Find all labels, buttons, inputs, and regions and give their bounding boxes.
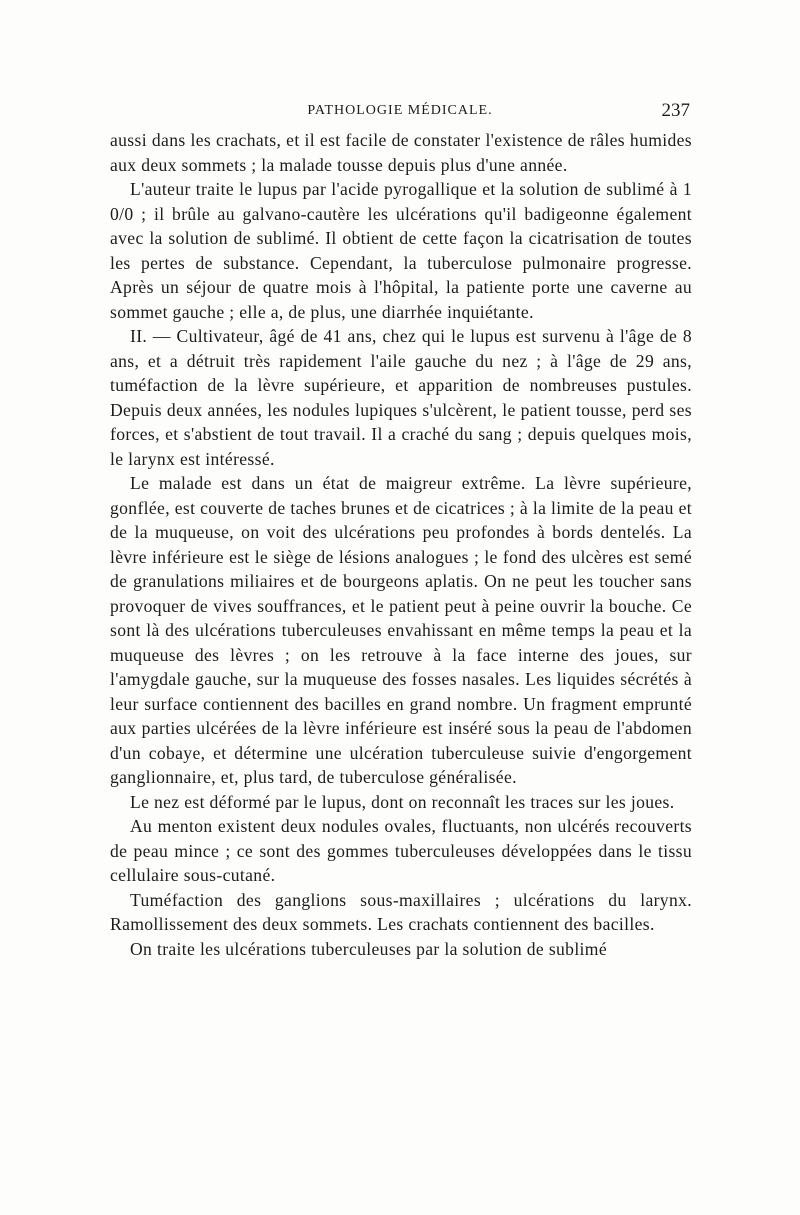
paragraph-continuation: aussi dans les crachats, et il est facile de constater l'existence de râles humides aux deux sommets ; la malade tousse depuis plus d'une année.: [110, 130, 692, 175]
paragraph-final: On traite les ulcérations tuberculeuses par la solution de sublimé: [130, 938, 607, 959]
body-text: [110, 128, 692, 961]
paragraph-nose: Le nez est déformé par le lupus, dont on reconnaît les traces sur les joues.: [130, 791, 675, 812]
running-title: PATHOLOGIE MÉDICALE.: [307, 103, 493, 118]
paragraph-chin: Au menton existent deux nodules ovales, fluctuants, non ulcérés recouverts de peau mince ; ce sont des gommes tuberculeuses développées dans le tissu cellulaire sous-cutané.: [110, 816, 692, 885]
paragraph-condition: Le malade est dans un état de maigreur extrême. La lèvre supérieure, gonflée, est couverte de taches brunes et de cicatrices ; à la limite de la peau et de la muqueuse, on voit des ulcérations peu profondes à bords dentelés. La lèvre inférieure est le siège de lésions analogues ; le fond des ulcères est semé de granulations miliaires et de bourgeons aplatis. On ne peut les toucher sans provoquer de vives souffrances, et le patient peut à peine ouvrir la bouche. Ce sont là des ulcérations tuberculeuses envahissant en même temps la peau et la muqueuse des lèvres ; on les retrouve à la face interne des joues, sur l'amygdale gauche, sur la muqueuse des fosses nasales. Les liquides sécrétés à leur surface contiennent des bacilles en grand nombre. Un fragment emprunté aux parties ulcérées de la lèvre inférieure est inséré sous la peau de l'abdomen d'un cobaye, et détermine une ulcération tuberculeuse suivie d'engorgement ganglionnaire, et, plus tard, de tuberculose généralisée.: [110, 473, 692, 787]
paragraph-treatment: L'auteur traite le lupus par l'acide pyrogallique et la solution de sublimé à 1 0/0 ; il brûle au galvano-cautère les ulcérations qu'il badigeonne également avec la solution de sublimé. Il obtient de cette façon la cicatrisation de toutes les pertes de substance. Cependant, la tuberculose pulmonaire progresse. Après un séjour de quatre mois à l'hôpital, la patiente porte une caverne au sommet gauche ; elle a, de plus, une diarrhée inquiétante.: [110, 179, 692, 322]
running-head: [110, 100, 690, 126]
paragraph-case-two: II. — Cultivateur, âgé de 41 ans, chez qui le lupus est survenu à l'âge de 8 ans, et a détruit très rapidement l'aile gauche du nez ; à l'âge de 29 ans, tuméfaction de la lèvre supérieure, et apparition de nombreuses pustules. Depuis deux années, les nodules lupiques s'ulcèrent, le patient tousse, perd ses forces, et s'abstient de tout travail. Il a craché du sang ; depuis quelques mois, le larynx est intéressé.: [110, 326, 692, 469]
page-number: 237: [661, 100, 690, 121]
paragraph-ganglia: Tuméfaction des ganglions sous-maxillaires ; ulcérations du larynx. Ramollissement des deux sommets. Les crachats contiennent des bacilles.: [110, 889, 692, 934]
